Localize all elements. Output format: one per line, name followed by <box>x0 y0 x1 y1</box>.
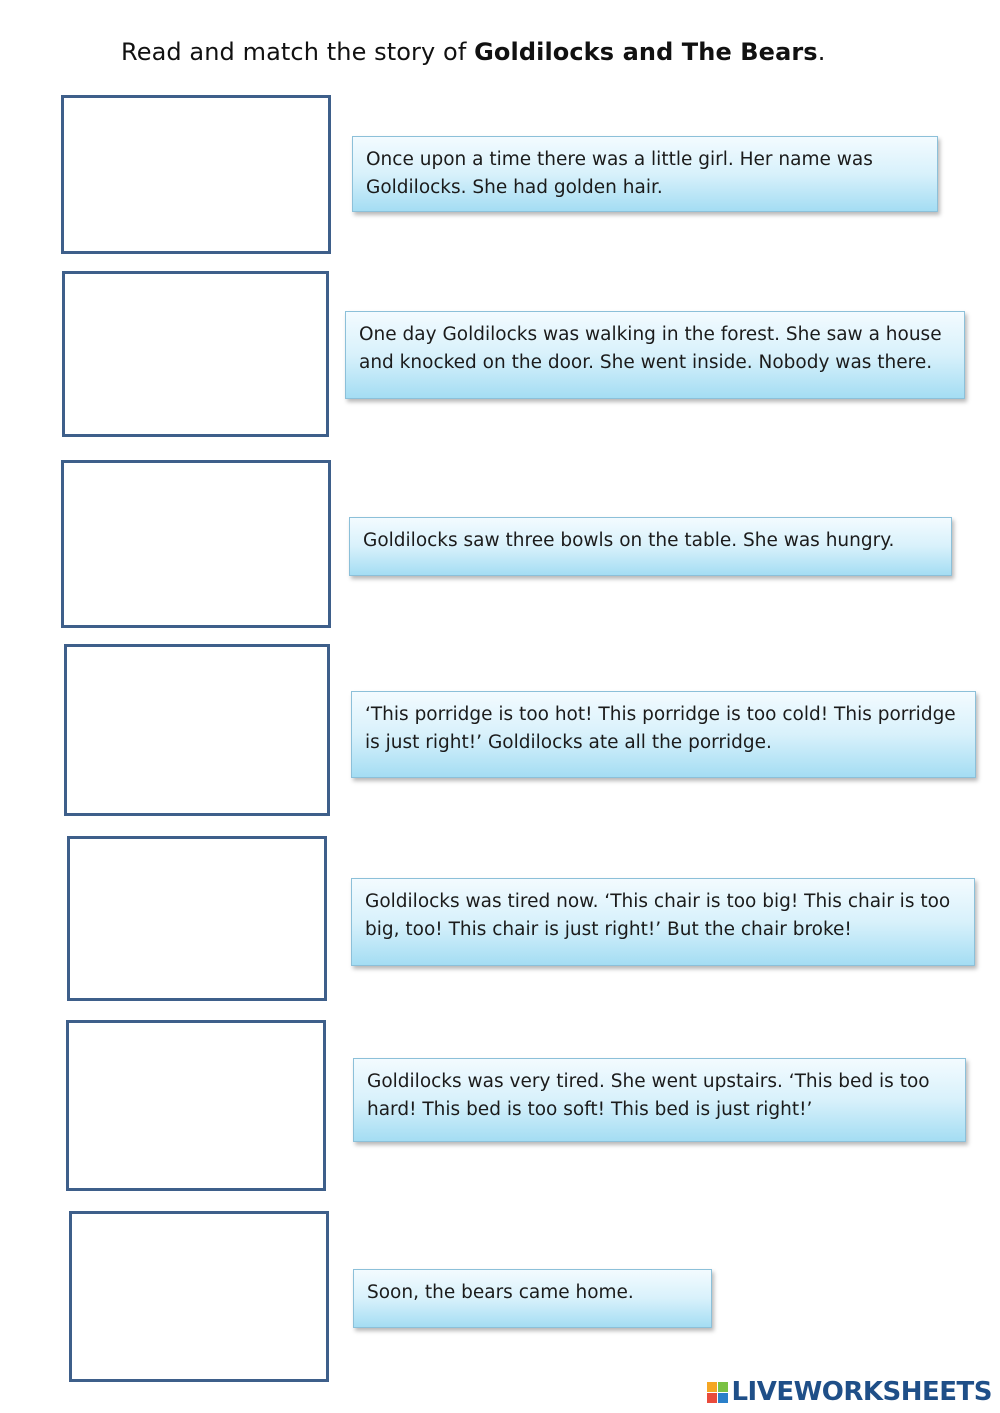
story-card-3[interactable]: Goldilocks saw three bowls on the table. She was hungry. <box>349 517 952 576</box>
story-card-5[interactable]: Goldilocks was tired now. ‘This chair is too big! This chair is too big, too! This chair is just right!’ But the chair broke! <box>351 878 975 966</box>
story-card-7[interactable]: Soon, the bears came home. <box>353 1269 712 1328</box>
page-title <box>121 38 825 66</box>
story-card-6[interactable]: Goldilocks was very tired. She went upstairs. ‘This bed is too hard! This bed is too soft! This bed is just right!’ <box>353 1058 966 1142</box>
title-bold: Goldilocks and The Bears <box>474 38 818 66</box>
logo-mark-icon <box>707 1382 728 1403</box>
picture-drop-box-3[interactable] <box>61 460 331 628</box>
logo-text: LIVEWORKSHEETS <box>731 1377 992 1407</box>
logo-square-icon <box>718 1382 728 1392</box>
title-prefix: Read and match the story of <box>121 38 475 66</box>
title-suffix: . <box>817 38 826 66</box>
picture-drop-box-7[interactable] <box>69 1211 329 1382</box>
picture-drop-box-1[interactable] <box>61 95 331 254</box>
picture-drop-box-5[interactable] <box>67 836 327 1001</box>
picture-drop-box-4[interactable] <box>64 644 330 816</box>
logo-square-icon <box>707 1382 717 1392</box>
liveworksheets-logo <box>707 1377 992 1407</box>
picture-drop-box-6[interactable] <box>66 1020 326 1191</box>
story-card-1[interactable]: Once upon a time there was a little girl. Her name was Goldilocks. She had golden hair. <box>352 136 938 212</box>
logo-square-icon <box>707 1393 717 1403</box>
picture-drop-box-2[interactable] <box>62 271 329 437</box>
story-card-2[interactable]: One day Goldilocks was walking in the forest. She saw a house and knocked on the door. She went inside. Nobody was there. <box>345 311 965 399</box>
logo-square-icon <box>718 1393 728 1403</box>
story-card-4[interactable]: ‘This porridge is too hot! This porridge is too cold! This porridge is just right!’ Goldilocks ate all the porridge. <box>351 691 976 778</box>
